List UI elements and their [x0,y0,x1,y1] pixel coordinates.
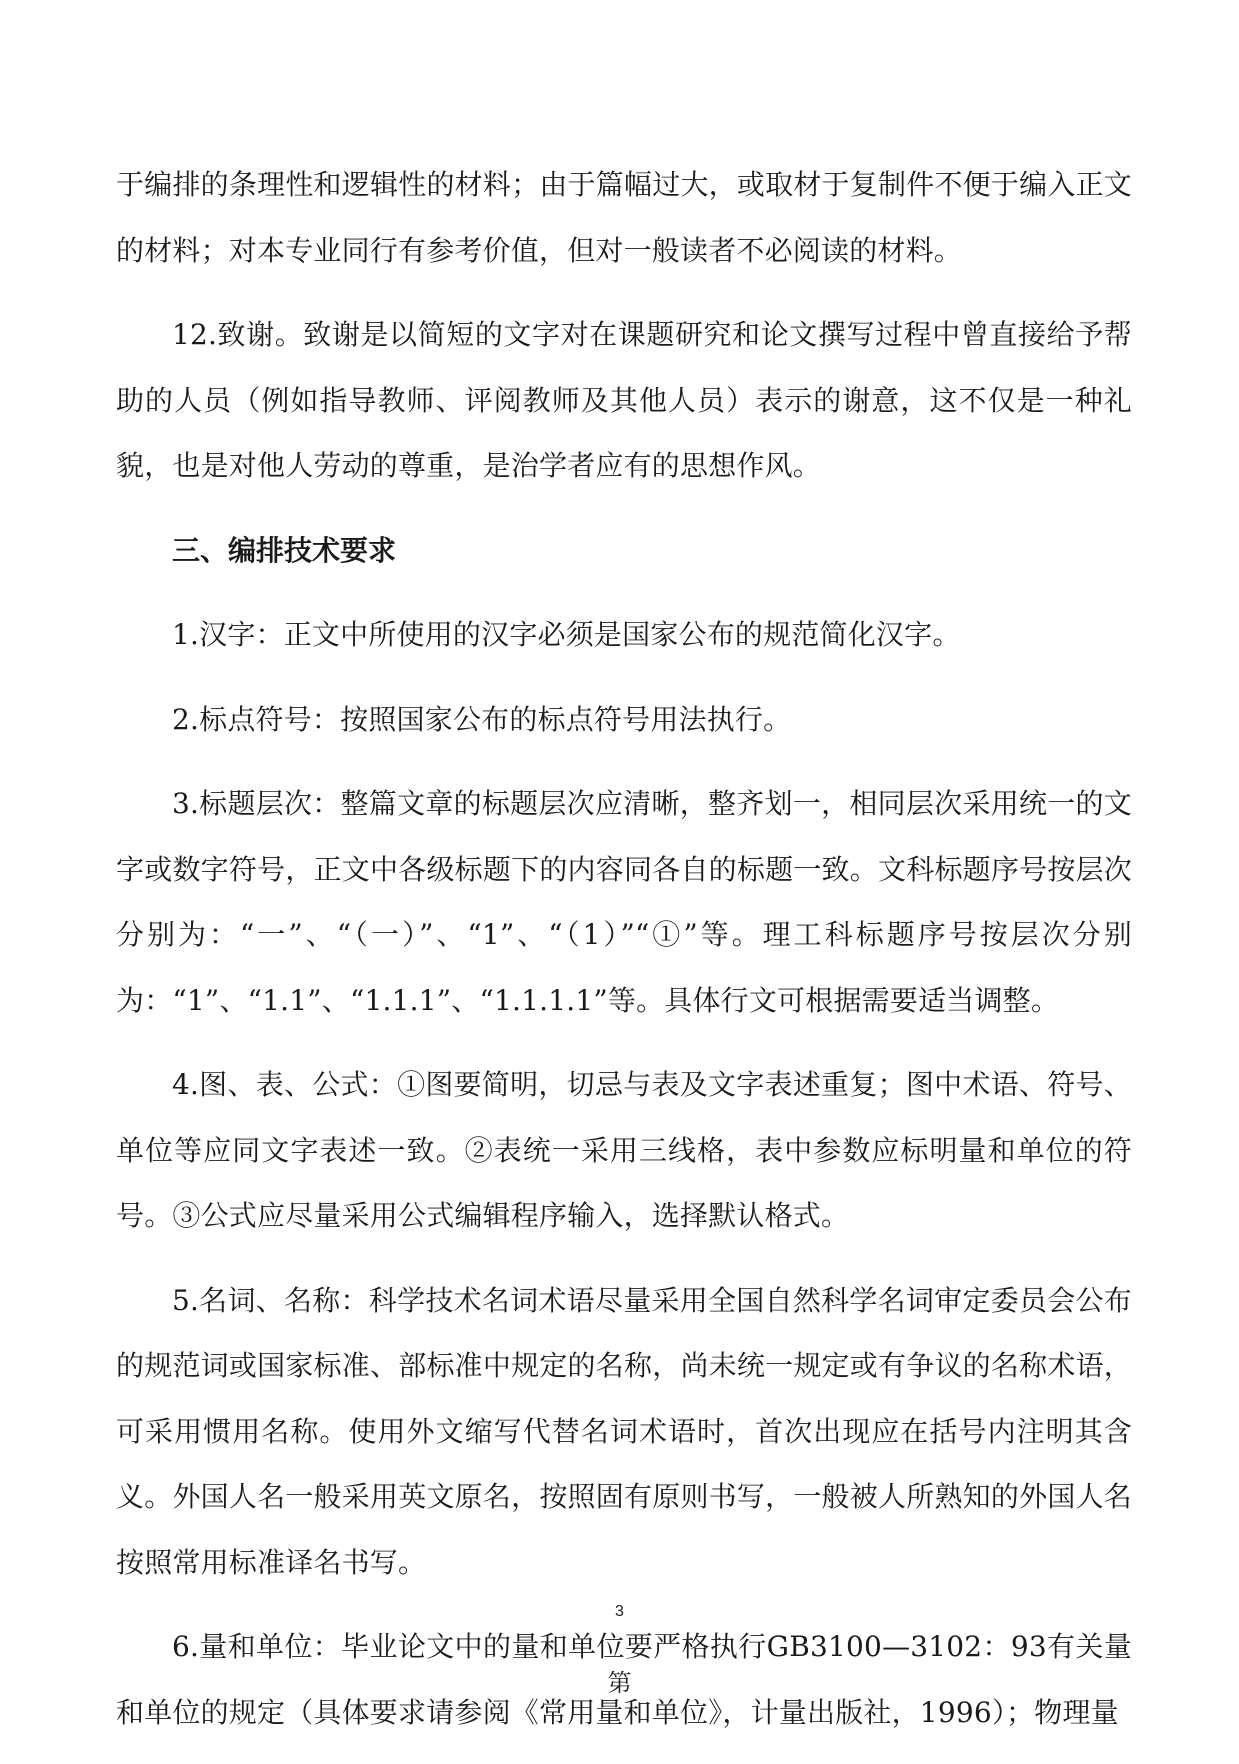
paragraph-punctuation: 2.标点符号：按照国家公布的标点符号用法执行。 [172,702,792,736]
paragraph-terms-names: 5.名词、名称：科学技术名词术语尽量采用全国自然科学名词审定委员会公布的规范词或国家标准、部标准中规定的名称，尚未统一规定或有争议的名称术语，可采用惯用名称。使用外文缩写代替名词术语时，首次出现应在括号内注明其含义。外国人名一般采用英文原名，按照固有原则书写，一般被人所熟知的外国人名按照常用标准译名书写。 [116,1283,1132,1579]
footer-text: 第 [607,1669,632,1697]
document-body [116,152,1132,1764]
paragraph-heading-levels: 3.标题层次：整篇文章的标题层次应清晰，整齐划一，相同层次采用统一的文字或数字符号，正文中各级标题下的内容同各自的标题一致。文科标题序号按层次分别为：“一”、“（一）”、“1”、“（1）”“①”等。理工科标题序号按层次分别为：“1”、“1.1”、“1.1.1”、“1.1.1.1”等。具体行文可根据需要适当调整。 [116,787,1132,1017]
paragraph-acknowledgement: 12.致谢。致谢是以简短的文字对在课题研究和论文撰写过程中曾直接给予帮助的人员（例如指导教师、评阅教师及其他人员）表示的谢意，这不仅是一种礼貌，也是对他人劳动的尊重，是治学者应有的思想作风。 [116,318,1132,482]
paragraph-chinese-characters: 1.汉字：正文中所使用的汉字必须是国家公布的规范简化汉字。 [172,618,961,651]
paragraph-appendix-continuation: 于编排的条理性和逻辑性的材料；由于篇幅过大，或取材于复制件不便于编入正文的材料；对本专业同行有参考价值，但对一般读者不必阅读的材料。 [116,168,1132,267]
section-heading-formatting-requirements: 三、编排技术要求 [172,533,397,567]
page-number: 3 [615,1603,624,1620]
paragraph-figures-tables-formulas: 4.图、表、公式：①图要简明，切忌与表及文字表述重复；图中术语、符号、单位等应同文字表述一致。②表统一采用三线格，表中参数应标明量和单位的符号。③公式应尽量采用公式编辑程序输入，选择默认格式。 [116,1068,1132,1232]
paragraph-quantities-units: 6.量和单位：毕业论文中的量和单位要严格执行GB3100—3102：93有关量和单位的规定（具体要求请参阅《常用量和单位》，计量出版社，1996）；物理量 [116,1630,1132,1729]
